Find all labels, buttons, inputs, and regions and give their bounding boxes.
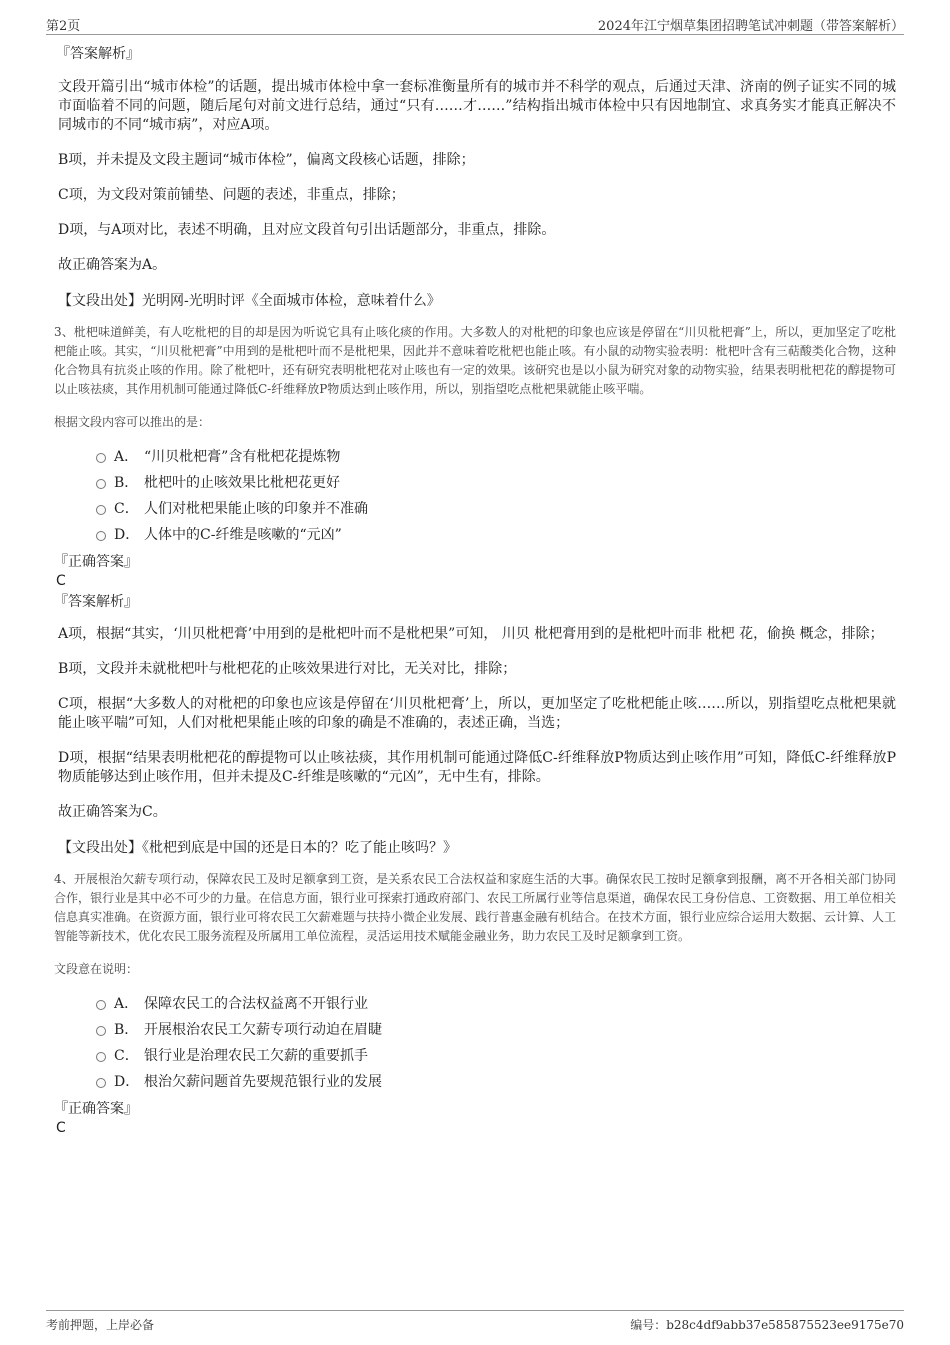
analysis-paragraph: C项，为文段对策前铺垫、问题的表述，非重点，排除；	[58, 187, 405, 203]
analysis-paragraph: C项，根据“大多数人的对枇杷的印象也应该是停留在‘川贝枇杷膏’上，所以，更加坚定了吃枇杷能止咳……所以，别指望吃点枇杷果就能止咳平喘”可知，人们对枇杷果能止咳的印象的确是不准确的，表述正确，当选；	[58, 696, 896, 731]
radio-icon[interactable]	[96, 531, 106, 541]
q3-answer-label: 『正确答案』	[54, 554, 138, 570]
analysis-paragraph: D项，与A项对比，表述不明确，且对应文段首句引出话题部分，非重点，排除。	[58, 222, 556, 238]
document-code: 编号：b28c4df9abb37e585875523ee9175e70	[630, 1318, 904, 1332]
q4-option-d[interactable]: D． 根治欠薪问题首先要规范银行业的发展	[96, 1068, 896, 1094]
q3-option-d[interactable]: D． 人体中的C-纤维是咳嗽的“元凶”	[96, 521, 896, 547]
q3-option-b[interactable]: B． 枇杷叶的止咳效果比枇杷花更好	[96, 469, 896, 495]
radio-icon[interactable]	[96, 1026, 106, 1036]
q3-analysis	[56, 625, 896, 822]
radio-icon[interactable]	[96, 505, 106, 515]
document-title: 2024年江宁烟草集团招聘笔试冲刺题（带答案解析）	[597, 19, 904, 34]
radio-icon[interactable]	[96, 479, 106, 489]
analysis-paragraph: 文段开篇引出“城市体检”的话题，提出城市体检中拿一套标准衡量所有的城市并不科学的观点，后通过天津、济南的例子证实不同的城市面临着不同的问题，随后尾句对前文进行总结，通过“只有……才……”结构指出城市体检中只有因地制宜、求真务实才能真正解决不同城市的不同“城市病”，对应A项。	[58, 79, 896, 133]
q2-analysis	[56, 78, 896, 275]
q3-option-a[interactable]: A． “川贝枇杷膏”含有枇杷花提炼物	[96, 443, 896, 469]
page-content	[56, 38, 896, 1140]
q3-text: 3、枇杷味道鲜美，有人吃枇杷的目的却是因为听说它具有止咳化痰的作用。大多数人的对枇杷的印象也应该是停留在“川贝枇杷膏”上，所以，更加坚定了吃枇杷能止咳。其实，“川贝枇杷膏”中用到的是枇杷叶而不是枇杷果，因此并不意味着吃枇杷也能止咳。有小鼠的动物实验表明：枇杷叶含有三萜酸类化合物，这种化合物具有抗炎止咳的作用。除了枇杷叶，还有研究表明枇杷花对止咳也有一定的效果。该研究也是以小鼠为研究对象的动物实验，结果表明枇杷花的醇提物可以止咳祛痰，其作用机制可能通过降低C-纤维释放P物质达到止咳作用，所以，别指望吃点枇杷果就能止咳平喘。	[54, 325, 896, 396]
q3-analysis-label: 『答案解析』	[54, 594, 138, 610]
radio-icon[interactable]	[96, 1078, 106, 1088]
q4-option-b[interactable]: B． 开展根治农民工欠薪专项行动迫在眉睫	[96, 1016, 896, 1042]
analysis-conclusion: 故正确答案为C。	[58, 804, 167, 820]
q3-source: 【文段出处】《枇杷到底是中国的还是日本的？吃了能止咳吗？》	[58, 840, 457, 856]
page-number: 第2页	[46, 19, 81, 34]
q4-text: 4、开展根治欠薪专项行动，保障农民工及时足额拿到工资，是关系农民工合法权益和家庭生活的大事。确保农民工按时足额拿到报酬，离不开各相关部门协同合作，银行业是其中必不可少的力量。在信息方面，银行业可探索打通政府部门、农民工所属行业等信息渠道，确保农民工身份信息、工资数据、用工单位相关信息真实准确。在资源方面，银行业可将农民工欠薪难题与扶持小微企业发展、践行普惠金融有机结合。在技术方面，银行业应综合运用大数据、云计算、人工智能等新技术，优化农民工服务流程及所属用工单位流程，灵活运用技术赋能金融业务，助力农民工及时足额拿到工资。	[54, 872, 896, 943]
q3-option-c[interactable]: C． 人们对枇杷果能止咳的印象并不准确	[96, 495, 896, 521]
radio-icon[interactable]	[96, 453, 106, 463]
radio-icon[interactable]	[96, 1052, 106, 1062]
footer-slogan: 考前押题，上岸必备	[46, 1318, 155, 1332]
q4-options	[96, 990, 896, 1094]
analysis-conclusion: 故正确答案为A。	[58, 257, 167, 273]
analysis-paragraph: A项，根据“其实，‘川贝枇杷膏’中用到的是枇杷叶而不是枇杷果”可知， 川贝 枇杷膏用到的是枇杷叶而非 枇杷 花，偷换 概念，排除；	[58, 626, 884, 642]
q3-options	[96, 443, 896, 547]
q4-answer: C	[56, 1120, 66, 1136]
q3-prompt: 根据文段内容可以推出的是：	[54, 415, 211, 429]
q4-option-a[interactable]: A． 保障农民工的合法权益离不开银行业	[96, 990, 896, 1016]
analysis-paragraph: D项，根据“结果表明枇杷花的醇提物可以止咳祛痰，其作用机制可能通过降低C-纤维释放P物质达到止咳作用”可知，降低C-纤维释放P物质能够达到止咳作用，但并未提及C-纤维是咳嗽的“元凶”，无中生有，排除。	[58, 750, 896, 785]
q3-answer: C	[56, 573, 66, 589]
q2-source: 【文段出处】光明网-光明时评《全面城市体检，意味着什么》	[58, 293, 441, 309]
q4-prompt: 文段意在说明：	[54, 962, 139, 976]
analysis-paragraph: B项，文段并未就枇杷叶与枇杷花的止咳效果进行对比，无关对比，排除；	[58, 661, 517, 677]
radio-icon[interactable]	[96, 1000, 106, 1010]
q4-option-c[interactable]: C． 银行业是治理农民工欠薪的重要抓手	[96, 1042, 896, 1068]
analysis-label: 『答案解析』	[56, 46, 140, 62]
page-footer	[46, 1310, 904, 1335]
q4-answer-label: 『正确答案』	[54, 1101, 138, 1117]
page-header	[46, 12, 904, 35]
analysis-paragraph: B项，并未提及文段主题词“城市体检”，偏离文段核心话题，排除；	[58, 152, 475, 168]
